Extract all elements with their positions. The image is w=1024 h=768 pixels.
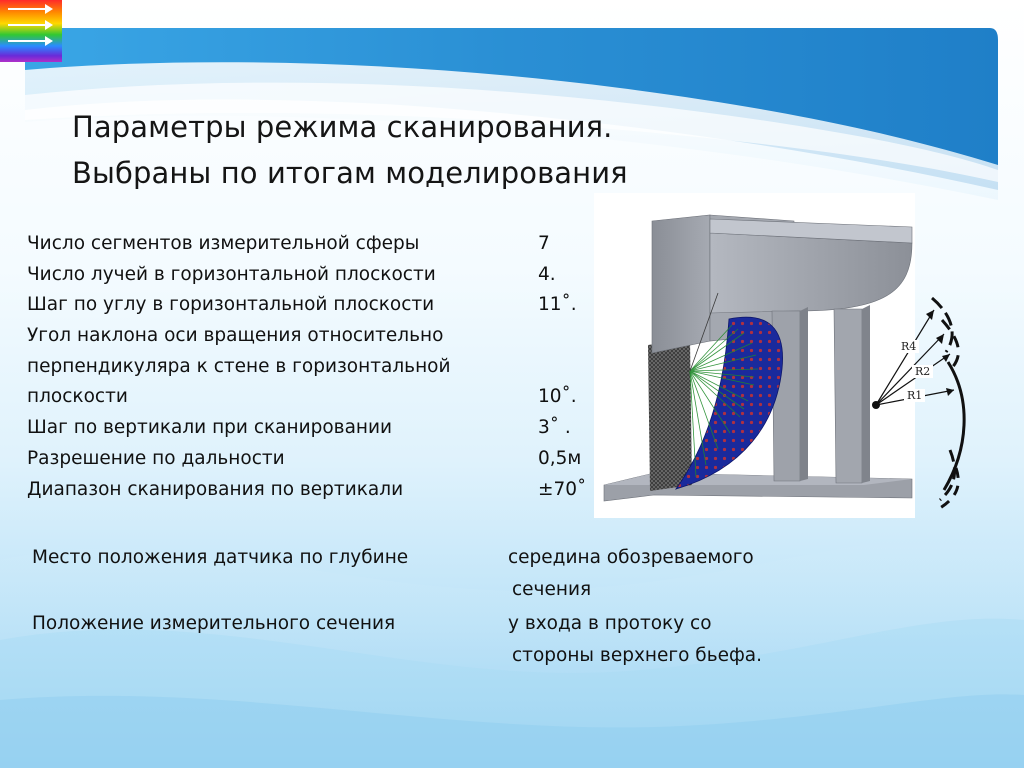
slide-title-line1: Параметры режима сканирования.: [72, 110, 613, 144]
param-value: 7: [538, 233, 550, 254]
arrow-right-icon: [8, 8, 46, 10]
param-label: Разрешение по дальности: [27, 447, 285, 469]
radius-diagram: [860, 290, 980, 520]
param-label: Число сегментов измерительной сферы: [27, 233, 420, 254]
param-label: Число лучей в горизонтальной плоскости: [27, 263, 436, 285]
param-value: 11˚.: [538, 294, 577, 316]
placement-label: Место положения датчика по глубине: [32, 547, 409, 568]
radius-label-r1: R1: [904, 389, 925, 402]
placement-value-line2: стороны верхнего бьефа.: [512, 645, 763, 666]
param-label: перпендикуляра к стене в горизонтальной: [27, 355, 451, 377]
arrow-right-icon: [8, 24, 46, 26]
placement-value-line1: середина обозреваемого: [508, 547, 754, 568]
param-value: ±70˚: [538, 478, 587, 500]
radius-label-r2: R2: [912, 365, 933, 378]
param-value: 3˚ .: [538, 417, 571, 439]
param-label: плоскости: [27, 386, 128, 408]
param-label: Угол наклона оси вращения относительно: [27, 325, 444, 347]
arrow-right-icon: [8, 40, 46, 42]
slide-title-line2: Выбраны по итогам моделирования: [72, 156, 628, 190]
placement-label: Положение измерительного сечения: [32, 613, 396, 634]
slide-title: [72, 104, 792, 196]
placement-value-line1: у входа в протоку со: [508, 613, 712, 634]
radius-arcs-drawing: [860, 290, 980, 520]
param-value: 0,5м: [538, 447, 582, 469]
param-label: Диапазон сканирования по вертикали: [27, 478, 404, 500]
placement-value-line2: сечения: [512, 579, 592, 600]
placement-value: [508, 608, 762, 672]
param-label: Шаг по вертикали при сканировании: [27, 417, 393, 439]
corner-logo: [0, 0, 62, 62]
param-value: 4.: [538, 263, 556, 285]
placement-value: [508, 542, 754, 606]
param-label: Шаг по углу в горизонтальной плоскости: [27, 294, 435, 316]
radius-label-r4: R4: [898, 340, 919, 353]
param-value: 10˚.: [538, 386, 577, 408]
